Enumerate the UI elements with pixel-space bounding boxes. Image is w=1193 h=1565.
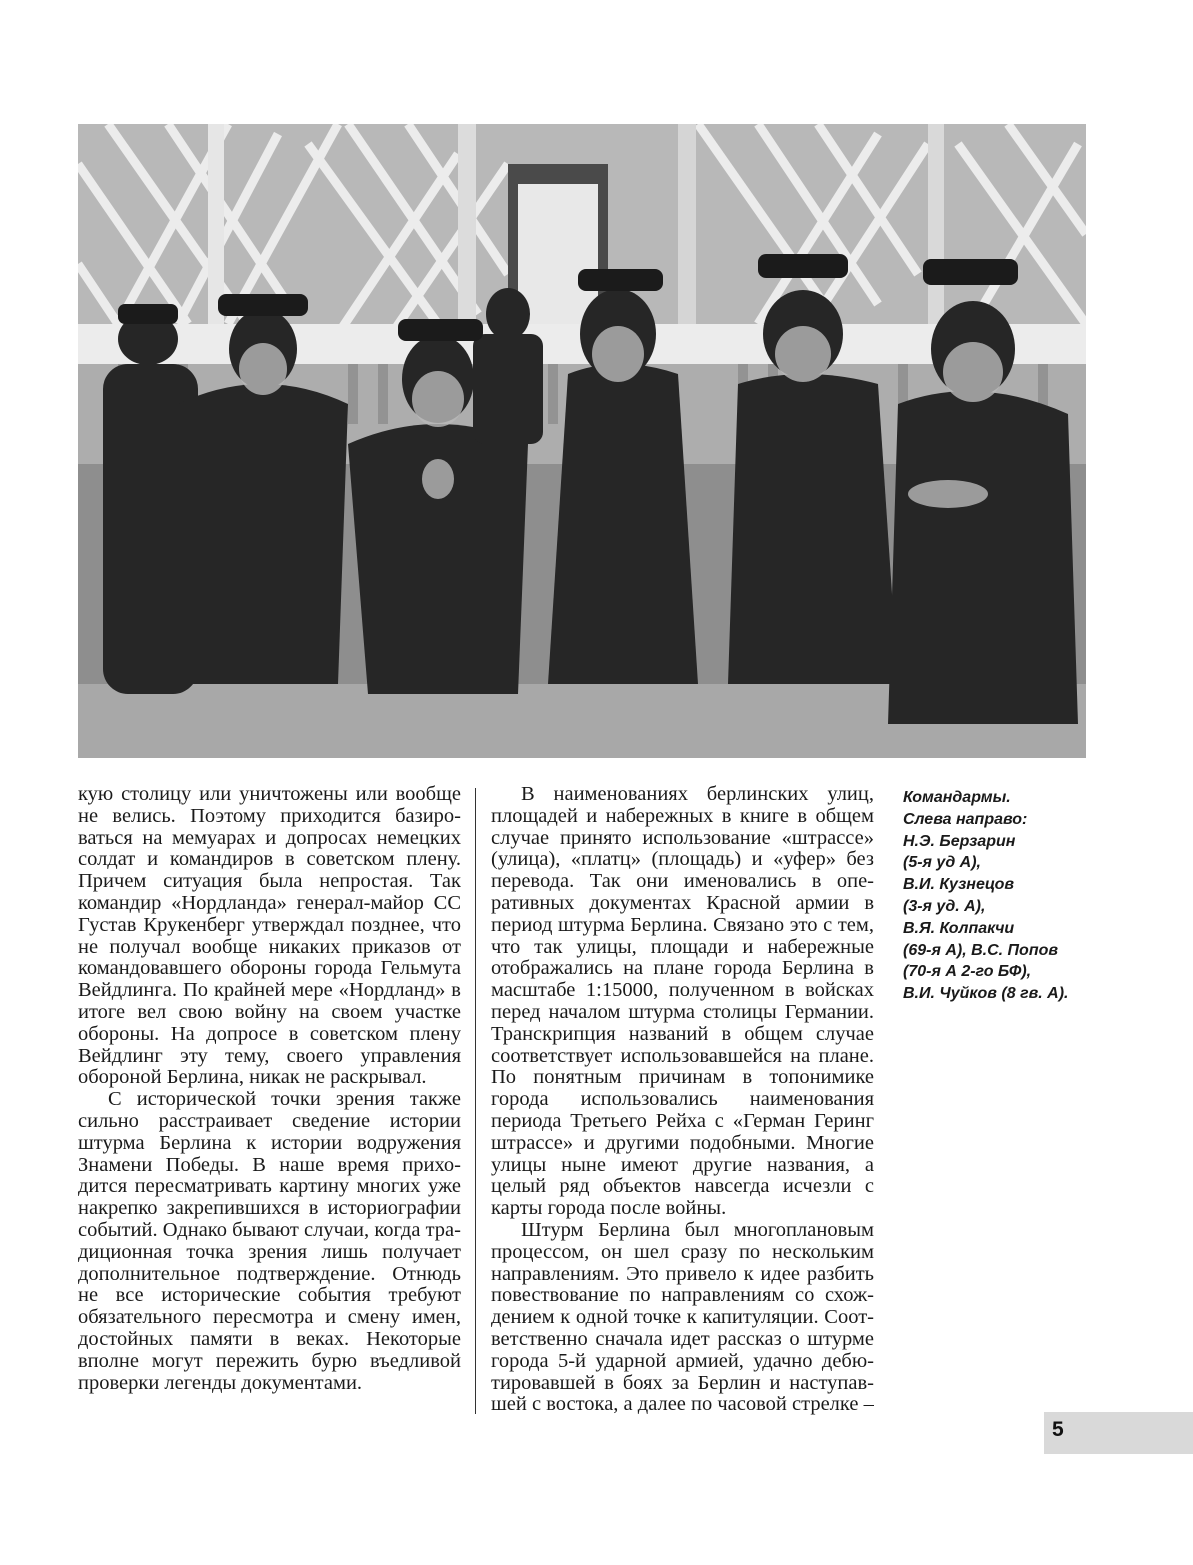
- historical-photo: [78, 124, 1086, 758]
- paragraph: Штурм Берлина был многоплановым процессом, он шел сразу по нескольким направлениям. Это привело к идее разбить повествование по направлениям со схождением к одной точке к капитуляции. Соответственно сначала идет рассказ о штурме города 5-й ударной армией, удачно дебютировавшей в боях за Берлин и наступавшей с востока, а далее по часовой стрелке –: [491, 1218, 874, 1416]
- caption-line: В.Я. Колпакчи: [903, 919, 1015, 937]
- page-number: 5: [1052, 1418, 1064, 1441]
- caption-line: (5-я уд А),: [903, 854, 981, 872]
- caption-line: В.И. Чуйков (8 гв. А).: [903, 985, 1069, 1003]
- caption-line: Слева направо:: [903, 810, 1028, 828]
- photo-caption: [903, 787, 1103, 1005]
- column-divider: [475, 788, 476, 1414]
- page-number-tab: [1044, 1412, 1193, 1454]
- caption-line: (69-я А), В.С. Попов: [903, 941, 1059, 959]
- caption-line: (70-я А 2-го БФ),: [903, 963, 1032, 981]
- left-text-column: [78, 784, 461, 1394]
- paragraph: В наименованиях берлинских улиц, площадей и набережных в книге в общем случае принято использование «штрассе» (улица), «платц» (площадь) и «уфер» без перевода. Так они именовались в оперативных документах Красной армии в период штурма Берлина. Связано это с тем, что так улицы, площади и набережные отображались на плане города Берлина в масштабе 1:15000, полученном в войсках перед началом штурма столицы Германии. Транскрипция названий в общем случае соответствует использовавшейся на плане. По понятным причинам в топонимике города использовались наименования периода Третьего Рейха с «Герман Геринг штрассе» и другими подобными. Многие улицы ныне имеют другие названия, а целый ряд объектов навсегда исчезли с карты города после войны.: [491, 783, 874, 1220]
- paragraph: С исторической точки зрения также сильно расстраивает сведение истории штурма Берлина к истории водружения Знамени Победы. В наше время приходится пересматривать картину многих уже накрепко закрепившихся в историографии событий. Однако бывают случаи, когда традиционная точка зрения лишь получает дополнительное подтверждение. Отнюдь не все исторические события требуют обязательного пересмотра и смену имен, достойных памяти в веках. Некоторые вполне могут пережить бурю въедливой проверки легенды документами.: [78, 1088, 461, 1394]
- photo-soviet-commanders-icon: [78, 124, 1086, 758]
- caption-line: Командармы.: [903, 789, 1011, 806]
- middle-text-column: [491, 784, 874, 1416]
- paragraph: кую столицу или уничтожены или вообще не велись. Поэтому приходится базироваться на мемуарах и допросах немецких солдат и командиров в советском плену. Причем ситуация была непростая. Так командир «Нордланда» генерал-майор СС Густав Крукенберг утверждал позднее, что не получал вообще никаких приказов от командовавшего обороны города Гельмута Вейдлинга. По крайней мере «Нордланд» в итоге вел свою войну на своем участке обороны. На допросе в советском плену Вейдлинг эту тему, своего управления обороной Берлина, никак не раскрывал.: [78, 783, 461, 1089]
- caption-line: В.И. Кузнецов: [903, 876, 1015, 894]
- caption-line: Н.Э. Берзарин: [903, 832, 1016, 850]
- caption-line: (3-я уд. А),: [903, 897, 986, 915]
